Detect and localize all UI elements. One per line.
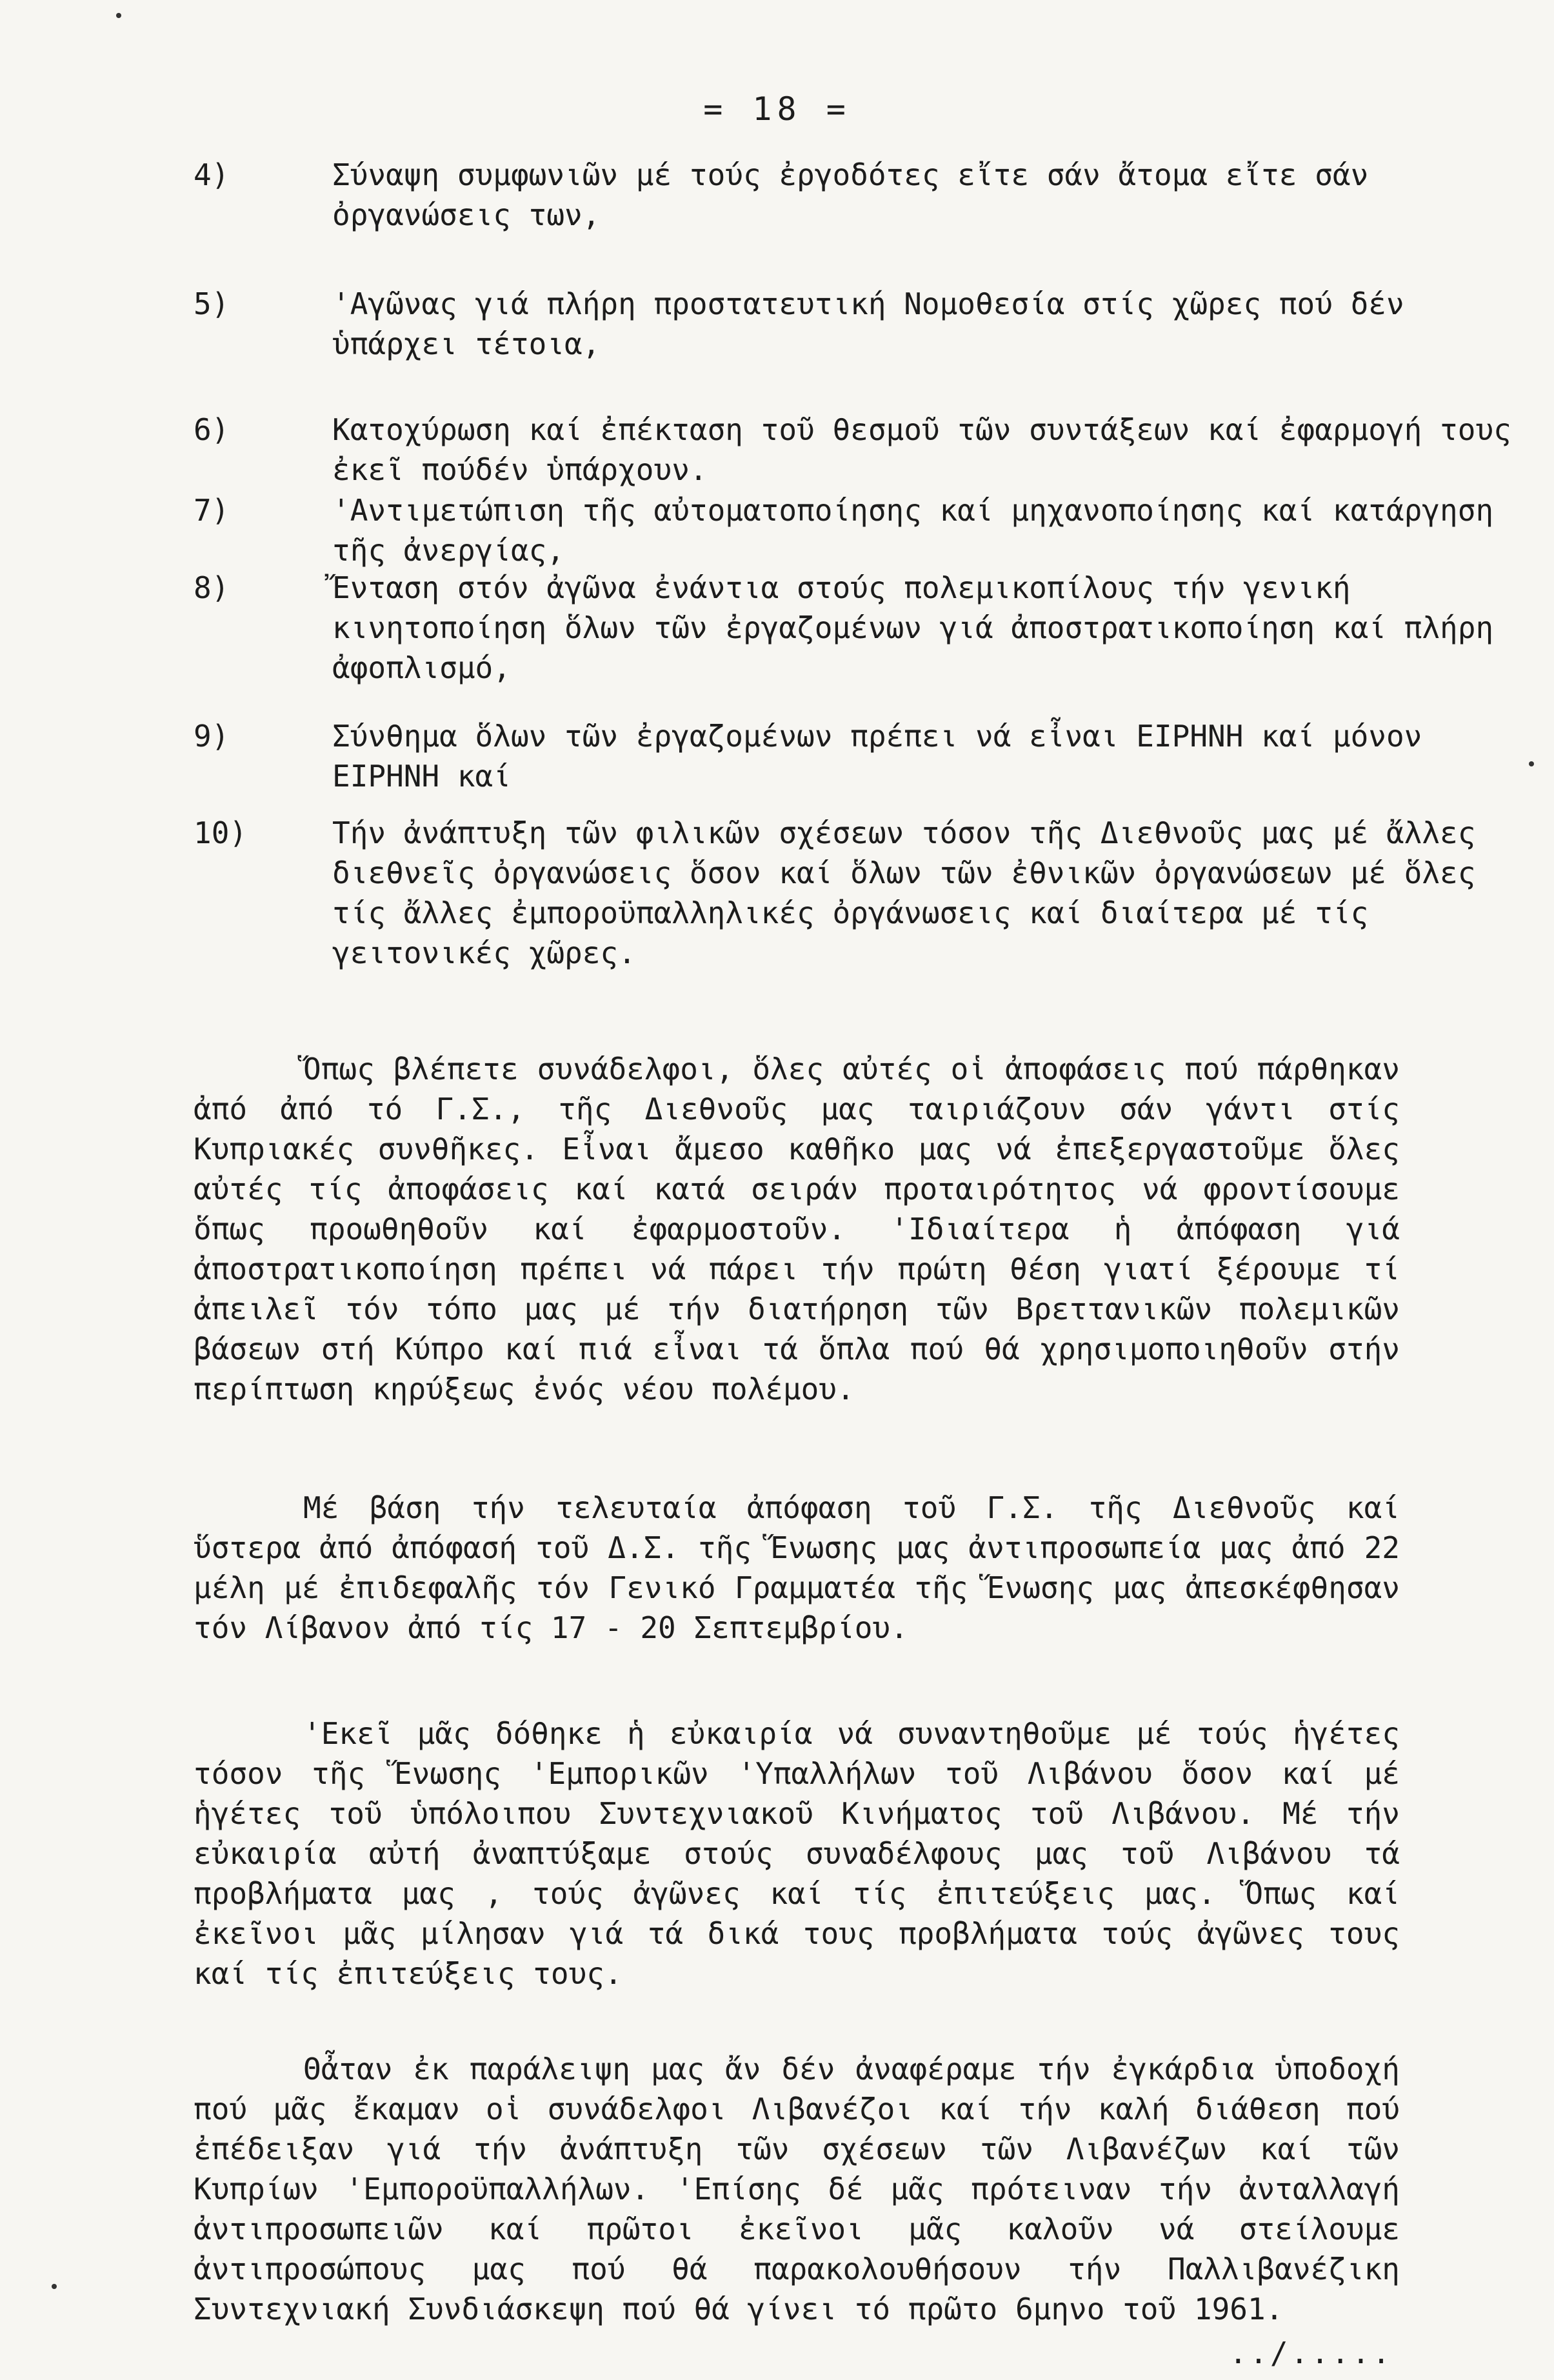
scan-speck bbox=[52, 2284, 57, 2289]
list-item-number: 10) bbox=[194, 815, 248, 850]
list-item-text: 'Αγῶνας γιά πλήρη προστατευτική Νομοθεσία στίς χῶρες πού δέν ὑπάρχει τέτοια, bbox=[332, 286, 1404, 361]
list-item bbox=[194, 410, 1545, 490]
list-item-number: 9) bbox=[194, 719, 230, 754]
list-item-text: Ἔνταση στόν ἀγῶνα ἐνάντια στούς πολεμικοπίλους τήν γενική κινητοποίηση ὅλων τῶν ἐργαζομένων γιά ἀποστρατικοποίηση καί πλήρη ἀφοπλισμό, bbox=[332, 570, 1494, 685]
paragraph-hospitality: Θἆταν ἐκ παράλειψη μας ἄν δέν ἀναφέραμε τήν ἐγκάρδια ὑποδοχή πού μᾶς ἔκαμαν οἱ συνάδελφοι Λιβανέζοι καί τήν καλή διάθεση πού ἐπέδειξαν γιά τήν ἀνάπτυξη τῶν σχέσεων τῶν Λιβανέζων καί τῶν Κυπρίων 'Εμποροϋπαλλήλων. 'Επίσης δέ μᾶς πρότειναν τήν ἀνταλλαγή ἀντιπροσωπειῶν καί πρῶτοι ἐκεῖνοι μᾶς καλοῦν νά στείλουμε ἀντιπροσώπους μας πού θά παρακολουθήσουν τήν Παλλιβανέζικη Συντεχνιακή Συνδιάσκεψη πού θά γίνει τό πρῶτο 6μηνο τοῦ 1961. bbox=[194, 2052, 1400, 2326]
list-item-number: 6) bbox=[194, 412, 230, 447]
list-item bbox=[194, 813, 1545, 973]
scan-speck bbox=[1529, 761, 1534, 766]
page-number: = 18 = bbox=[703, 90, 851, 128]
list-item-text: Σύνθημα ὅλων τῶν ἐργαζομένων πρέπει νά εἶναι ΕΙΡΗΝΗ καί μόνον ΕΙΡΗΝΗ καί bbox=[332, 719, 1422, 794]
paragraph-lebanon-visit: Μέ βάση τήν τελευταία ἀπόφαση τοῦ Γ.Σ. τῆς Διεθνοῦς καί ὕστερα ἀπό ἀπόφασή τοῦ Δ.Σ. τῆς Ἕνωσης μας ἀντιπροσωπεία μας ἀπό 22 μέλη μέ ἐπιδεφαλῆς τόν Γενικό Γραμματέα τῆς Ἕνωσης μας ἀπεσκέφθησαν τόν Λίβανον ἀπό τίς 17 - 20 Σεπτεμβρίου. bbox=[194, 1490, 1400, 1645]
list-item bbox=[194, 284, 1545, 364]
scan-speck bbox=[116, 13, 121, 18]
list-item-number: 4) bbox=[194, 157, 230, 192]
list-item bbox=[194, 490, 1545, 570]
list-item bbox=[194, 568, 1545, 688]
continuation-mark: ../..... bbox=[1229, 2335, 1393, 2370]
list-item-text: 'Αντιμετώπιση τῆς αὐτοματοποίησης καί μηχανοποίησης καί κατάργηση τῆς ἀνεργίας, bbox=[332, 493, 1494, 568]
list-item-text: Κατοχύρωση καί ἐπέκταση τοῦ θεσμοῦ τῶν συντάξεων καί ἐφαρμογή τους ἐκεῖ πούδέν ὑπάρχουν. bbox=[332, 412, 1511, 487]
paragraph-meetings: 'Εκεῖ μᾶς δόθηκε ἡ εὐκαιρία νά συναντηθοῦμε μέ τούς ἡγέτες τόσον τῆς Ἕνωσης 'Εμπορικῶν 'Υπαλλήλων τοῦ Λιβάνου ὅσον καί μέ ἡγέτες τοῦ ὑπόλοιπου Συντεχνιακοῦ Κινήματος τοῦ Λιβάνου. Μέ τήν εὐκαιρία αὐτή ἀναπτύξαμε στούς συναδέλφους μας τοῦ Λιβάνου τά προβλήματα μας , τούς ἀγῶνες καί τίς ἐπιτεύξεις μας. Ὅπως καί ἐκεῖνοι μᾶς μίλησαν γιά τά δικά τους προβλήματα τούς ἀγῶνες τους καί τίς ἐπιτεύξεις τους. bbox=[194, 1716, 1400, 1991]
paragraph-decisions: Ὅπως βλέπετε συνάδελφοι, ὅλες αὐτές οἱ ἀποφάσεις πού πάρθηκαν ἀπό ἀπό τό Γ.Σ., τῆς Διεθνοῦς μας ταιριάζουν σάν γάντι στίς Κυπριακές συνθῆκες. Εἶναι ἄμεσο καθῆκο μας νά ἐπεξεργαστοῦμε ὅλες αὐτές τίς ἀποφάσεις καί κατά σειράν προταιρότητος νά φροντίσουμε ὅπως προωθηθοῦν καί ἐφαρμοστοῦν. 'Ιδιαίτερα ἡ ἀπόφαση γιά ἀποστρατικοποίηση πρέπει νά πάρει τήν πρώτη θέση γιατί ξέρουμε τί ἀπειλεῖ τόν τόπο μας μέ τήν διατήρηση τῶν Βρεττανικῶν πολεμικῶν βάσεων στή Κύπρο καί πιά εἶναι τά ὅπλα πού θά χρησιμοποιηθοῦν στήν περίπτωση κηρύξεως ἐνός νέου πολέμου. bbox=[194, 1052, 1400, 1406]
list-item-number: 7) bbox=[194, 493, 230, 528]
list-item bbox=[194, 716, 1545, 796]
list-item bbox=[194, 155, 1545, 235]
list-item-text: Τήν ἀνάπτυξη τῶν φιλικῶν σχέσεων τόσον τῆς Διεθνοῦς μας μέ ἄλλες διεθνεῖς ὀργανώσεις ὅσον καί ὅλων τῶν ἐθνικῶν ὀργανώσεων μέ ὅλες τίς ἄλλες ἐμποροϋπαλληλικές ὀργάνωσεις καί διαίτερα μέ τίς γειτονικές χῶρες. bbox=[332, 815, 1476, 970]
list-item-number: 5) bbox=[194, 286, 230, 321]
list-item-text: Σύναψη συμφωνιῶν μέ τούς ἐργοδότες εἴτε σάν ἄτομα εἴτε σάν ὀργανώσεις των, bbox=[332, 157, 1369, 232]
list-item-number: 8) bbox=[194, 570, 230, 605]
